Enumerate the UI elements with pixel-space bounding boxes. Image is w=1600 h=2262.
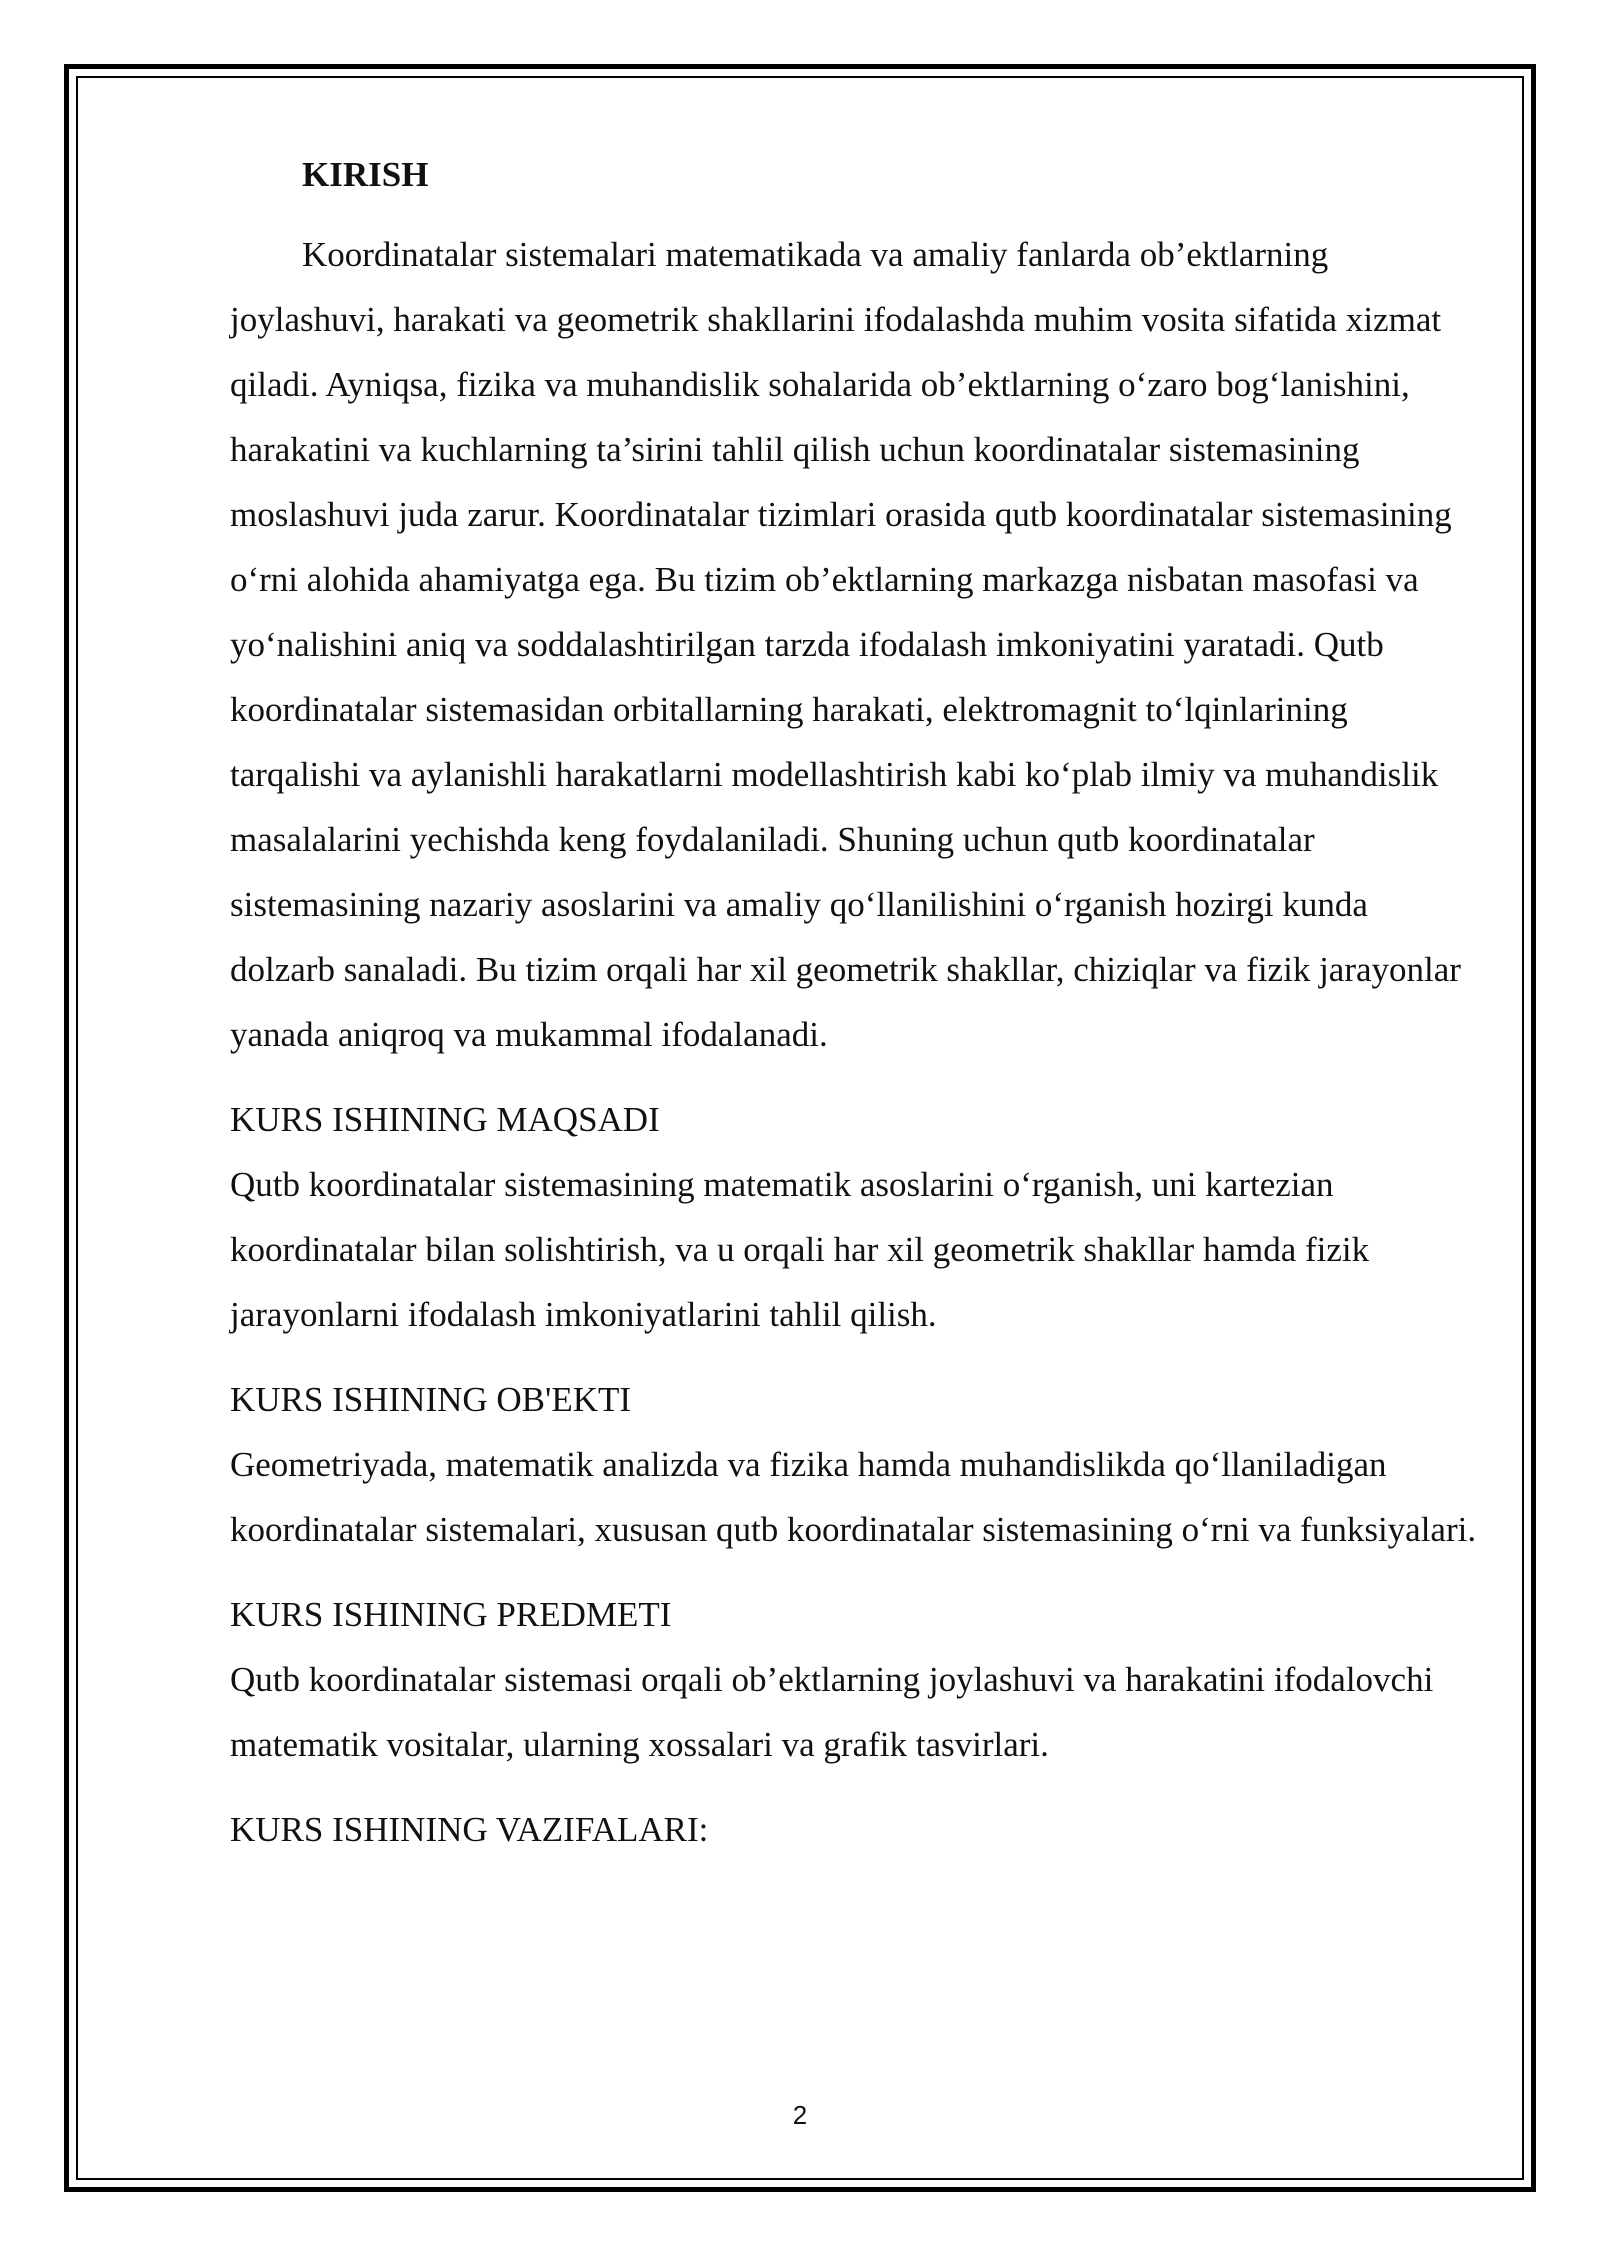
document-body [230,150,1480,1862]
section-title: KURS ISHINING MAQSADI [230,1100,660,1139]
section-subject [230,1582,1480,1777]
section-text: Qutb koordinatalar sistemasining matematik asoslarini o‘rganish, uni kartezian koordinatalar bilan solishtirish, va u orqali har xil geometrik shakllar hamda fizik jarayonlarni ifodalash imkoniyatlarini tahlil qilish. [230,1165,1370,1334]
section-title: KURS ISHINING OB'EKTI [230,1380,632,1419]
intro-heading: KIRISH [302,155,429,194]
section-object [230,1367,1480,1562]
section-tasks [230,1797,1480,1862]
page-number: 2 [792,2100,808,2130]
section-text: Qutb koordinatalar sistemasi orqali ob’ektlarning joylashuvi va harakatini ifodalovchi matematik vositalar, ularning xossalari va grafik tasvirlari. [230,1660,1434,1764]
section-title: KURS ISHINING PREDMETI [230,1595,672,1634]
section-text: Geometriyada, matematik analizda va fizika hamda muhandislikda qo‘llaniladigan koordinatalar sistemalari, xususan qutb koordinatalar sistemasining o‘rni va funksiyalari. [230,1445,1477,1549]
intro-paragraph: Koordinatalar sistemalari matematikada va amaliy fanlarda ob’ektlarning joylashuvi, harakati va geometrik shakllarini ifodalashda muhim vosita sifatida xizmat qiladi. Ayniqsa, fizika va muhandislik sohalarida ob’ektlarning o‘zaro bog‘lanishini, harakatini va kuchlarning ta’sirini tahlil qilish uchun koordinatalar sistemasining moslashuvi juda zarur. Koordinatalar tizimlari orasida qutb koordinatalar sistemasining o‘rni alohida ahamiyatga ega. Bu tizim ob’ektlarning markazga nisbatan masofasi va yo‘nalishini aniq va soddalashtirilgan tarzda ifodalash imkoniyatini yaratadi. Qutb koordinatalar sistemasidan orbitallarning harakati, elektromagnit to‘lqinlarining tarqalishi va aylanishli harakatlarni modellashtirish kabi ko‘plab ilmiy va muhandislik masalalarini yechishda keng foydalaniladi. Shuning uchun qutb koordinatalar sistemasining nazariy asoslarini va amaliy qo‘llanilishini o‘rganish hozirgi kunda dolzarb sanaladi. Bu tizim orqali har xil geometrik shakllar, chiziqlar va fizik jarayonlar yanada aniqroq va mukammal ifodalanadi. [230,235,1461,1054]
section-title: KURS ISHINING VAZIFALARI: [230,1810,709,1849]
section-goal [230,1087,1480,1347]
